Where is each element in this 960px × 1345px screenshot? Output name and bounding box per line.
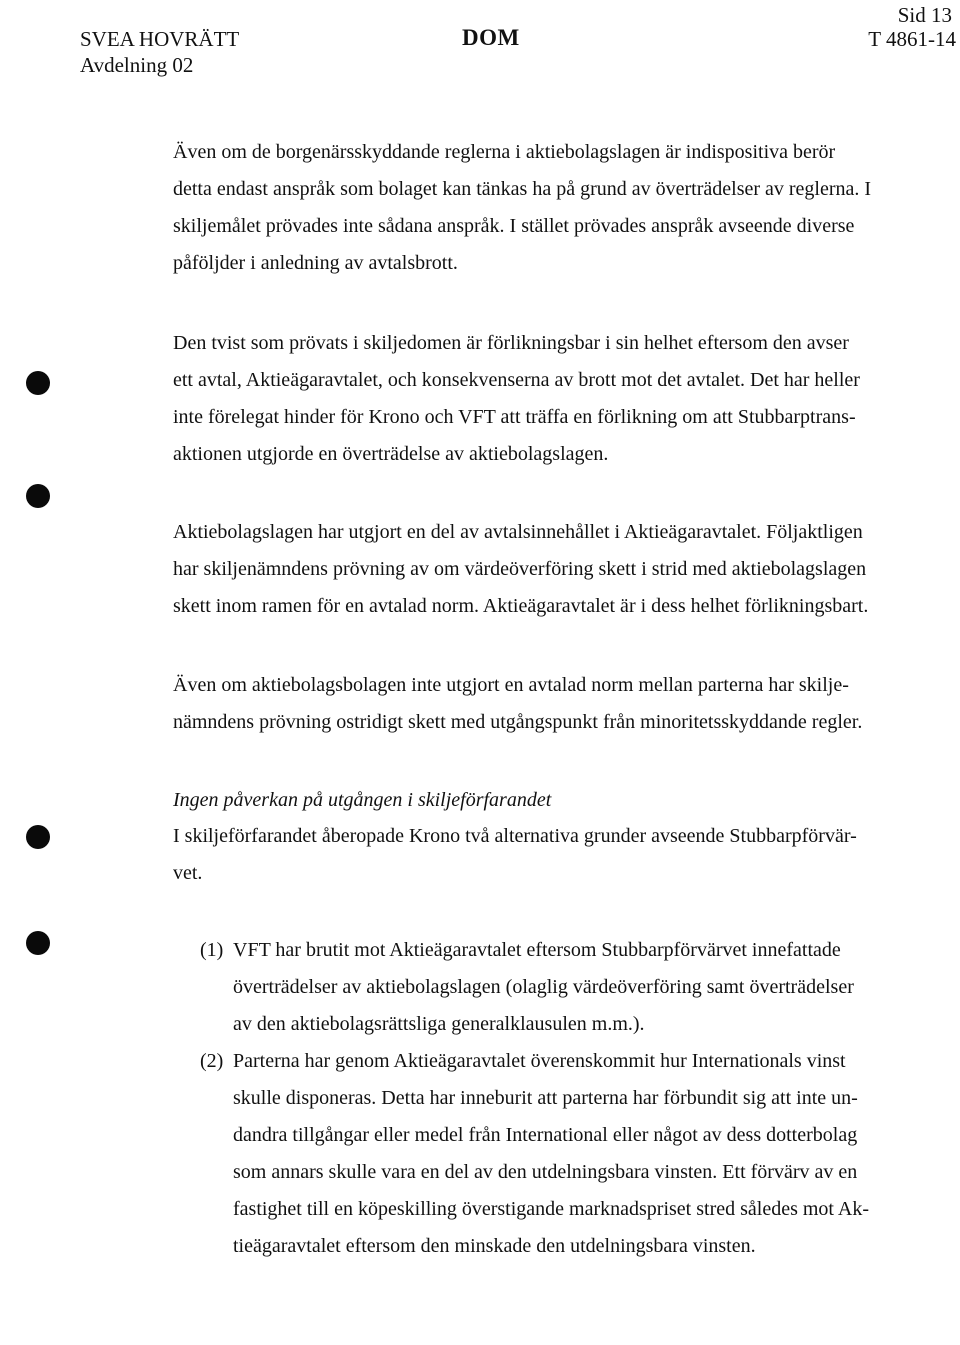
text-line: ett avtal, Aktieägaravtalet, och konsekvenserna av brott mot det avtalet. Det har heller (173, 369, 860, 391)
department: Avdelning 02 (80, 53, 194, 77)
numbered-list (200, 932, 910, 1265)
text-line: vet. (173, 862, 203, 884)
text-line: nämndens prövning ostridigt skett med utgångspunkt från minoritetsskyddande regler. (173, 711, 863, 733)
text-line: som annars skulle vara en del av den utdelningsbara vinsten. Ett förvärv av en (233, 1161, 858, 1183)
text-line: har skiljenämndens prövning av om värdeöverföring skett i strid med aktiebolagslagen (173, 558, 867, 580)
document-title: DOM (462, 25, 520, 50)
list-item (200, 932, 910, 1043)
text-line: fastighet till en köpeskilling överstigande marknadspriset stred således mot Ak- (233, 1198, 869, 1220)
page-number: Sid 13 (897, 3, 952, 27)
text-line: skett inom ramen för en avtalad norm. Aktieägaravtalet är i dess helhet förlikningsbart. (173, 595, 869, 617)
section-heading: Ingen påverkan på utgången i skiljeförfarandet (173, 789, 552, 811)
case-number: T 4861-14 (868, 27, 956, 51)
text-line: av den aktiebolagsrättsliga generalklausulen m.m.). (233, 1013, 645, 1035)
text-line: aktionen utgjorde en överträdelse av aktiebolagslagen. (173, 443, 609, 465)
text-line: skulle disponeras. Detta har inneburit att parterna har förbundit sig att inte un- (233, 1087, 858, 1109)
text-line: VFT har brutit mot Aktieägaravtalet eftersom Stubbarpförvärvet innefattade (233, 939, 841, 961)
text-line: tieägaravtalet eftersom den minskade den utdelningsbara vinsten. (233, 1235, 756, 1257)
text-line: Den tvist som prövats i skiljedomen är förlikningsbar i sin helhet eftersom den avser (173, 332, 849, 354)
text-line: skiljemålet prövades inte sådana anspråk. I stället prövades anspråk avseende diverse (173, 215, 855, 237)
text-line: detta endast anspråk som bolaget kan tänkas ha på grund av överträdelser av reglerna. I (173, 178, 872, 200)
list-number: (1) (200, 939, 224, 961)
text-line: Aktiebolagslagen har utgjort en del av avtalsinnehållet i Aktieägaravtalet. Följaktligen (173, 521, 863, 543)
text-line: överträdelser av aktiebolagslagen (olaglig värdeöverföring samt överträdelser (233, 976, 854, 998)
text-line: Även om de borgenärsskyddande reglerna i aktiebolagslagen är indispositiva berör (173, 141, 836, 163)
paragraph (173, 134, 933, 282)
list-number: (2) (200, 1050, 224, 1072)
binding-hole-icon (26, 825, 50, 849)
paragraph (173, 514, 933, 625)
text-line: dandra tillgångar eller medel från International eller något av dess dotterbolag (233, 1124, 858, 1146)
binding-hole-icon (26, 484, 50, 508)
paragraph (173, 325, 933, 473)
binding-hole-icon (26, 371, 50, 395)
section-intro (173, 818, 933, 892)
text-line: påföljder i anledning av avtalsbrott. (173, 252, 458, 274)
text-line: Parterna har genom Aktieägaravtalet överenskommit hur Internationals vinst (233, 1050, 846, 1072)
paragraph (173, 667, 933, 741)
text-line: I skiljeförfarandet åberopade Krono två alternativa grunder avseende Stubbarpförvär- (173, 825, 857, 847)
binding-hole-icon (26, 931, 50, 955)
text-line: inte förelegat hinder för Krono och VFT att träffa en förlikning om att Stubbarptrans- (173, 406, 856, 428)
list-item (200, 1043, 910, 1265)
court-name: SVEA HOVRÄTT (80, 27, 240, 51)
text-line: Även om aktiebolagsbolagen inte utgjort en avtalad norm mellan parterna har skilje- (173, 674, 849, 696)
